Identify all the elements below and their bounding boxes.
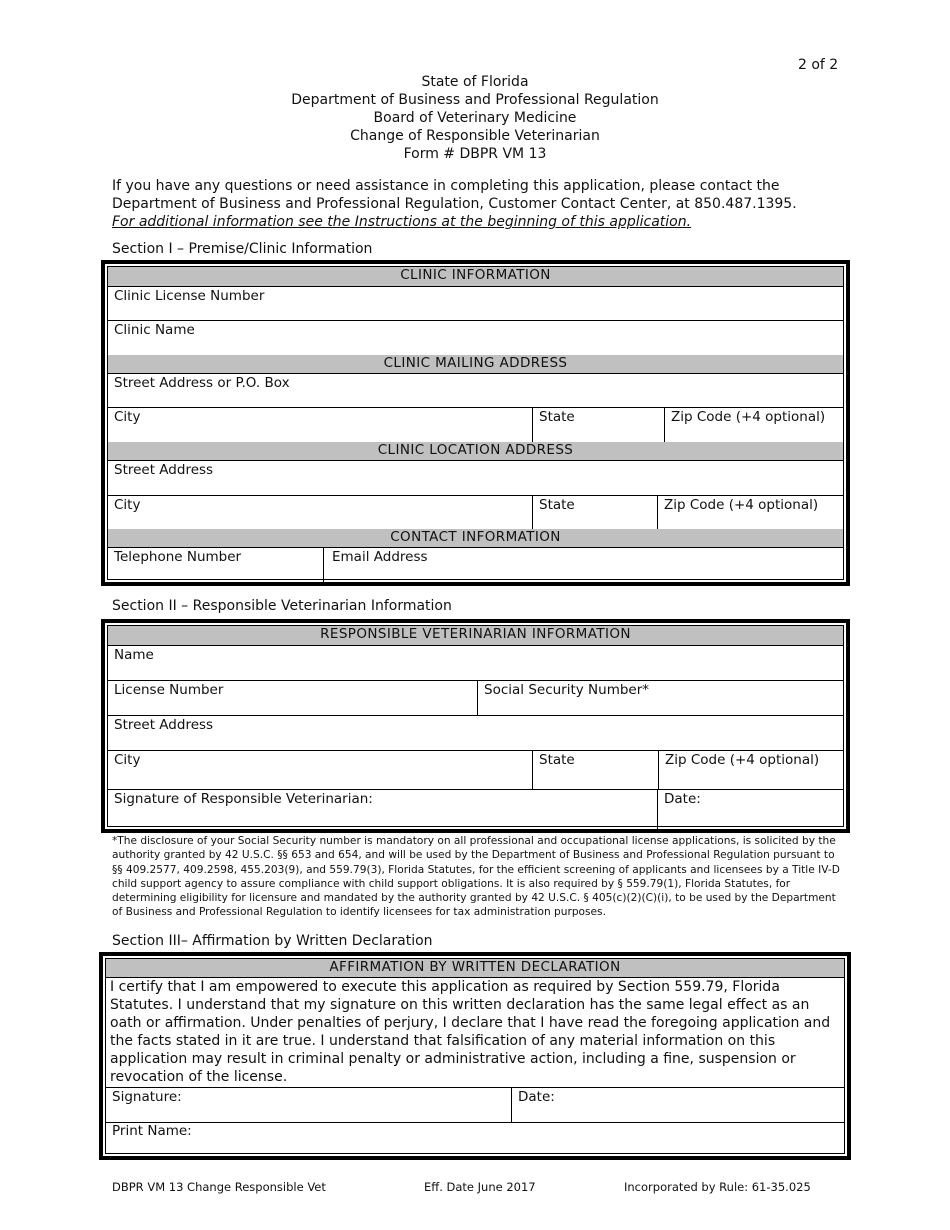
section-1-title: Section I – Premise/Clinic Information: [112, 241, 373, 257]
print-name-row[interactable]: [106, 1122, 844, 1156]
mailing-street-field[interactable]: Street Address or P.O. Box: [114, 375, 290, 391]
veterinarian-form-table: [107, 625, 844, 827]
vet-signature-row: [108, 790, 843, 829]
page-number: 2 of 2: [798, 57, 839, 73]
mailing-state-field[interactable]: State: [532, 408, 664, 442]
vet-city-row: [108, 751, 843, 790]
print-name-field[interactable]: Print Name:: [112, 1123, 192, 1139]
mailing-city-field[interactable]: City: [114, 409, 141, 425]
location-city-row: [108, 496, 843, 530]
affirmation-date-field[interactable]: Date:: [511, 1088, 844, 1122]
affirmation-signature-row: [106, 1087, 844, 1123]
header-state: State of Florida: [421, 74, 529, 90]
vet-ssn-field[interactable]: Social Security Number*: [477, 681, 843, 715]
intro-text: [112, 177, 832, 231]
location-street-field[interactable]: Street Address: [114, 462, 214, 478]
clinic-name-field[interactable]: Clinic Name: [114, 322, 195, 338]
mailing-zip-field[interactable]: Zip Code (+4 optional): [664, 408, 843, 442]
location-street-row[interactable]: [108, 461, 843, 496]
affirmation-header: AFFIRMATION BY WRITTEN DECLARATION: [106, 959, 844, 978]
mailing-city-row: [108, 408, 843, 443]
footer-rule: Incorporated by Rule: 61-35.025: [624, 1180, 811, 1194]
vet-license-row: [108, 681, 843, 716]
email-address-field[interactable]: Email Address: [323, 548, 843, 582]
footer-form-name: DBPR VM 13 Change Responsible Vet: [112, 1180, 326, 1194]
section-2-title: Section II – Responsible Veterinarian Information: [112, 598, 452, 614]
ssn-disclosure-note: *The disclosure of your Social Security number is mandatory on all professional and occupational license applications, is solicited by the authority granted by 42 U.S.C. §§ 653 and 654, and will be used by the Department of Business and Professional Regulation pursuant to §§ 409.2577, 409.2598, 455.203(9), and 559.79(3), Florida Statutes, for the efficient screening of applicants and licensees by a Title IV-D child support agency to assure compliance with child support obligations. It is also required by § 559.79(1), Florida Statutes, for determining eligibility for licensure and mandated by the authority granted by 42 U.S.C. § 405(c)(2)(C)(i), to be used by the Department of Business and Professional Regulation to identify licensees for tax administration purposes.: [112, 835, 840, 919]
contact-information-header: CONTACT INFORMATION: [108, 529, 843, 548]
vet-signature-date-field[interactable]: Date:: [657, 790, 843, 829]
contact-row: [108, 548, 843, 582]
form-header: [0, 73, 950, 163]
clinic-mailing-address-header: CLINIC MAILING ADDRESS: [108, 355, 843, 374]
section-1-box: [101, 260, 850, 586]
vet-street-address-field[interactable]: Street Address: [114, 717, 214, 733]
clinic-license-number-field[interactable]: Clinic License Number: [114, 288, 265, 304]
section-3-box: [99, 952, 851, 1160]
affirmation-signature-field[interactable]: Signature:: [112, 1089, 182, 1105]
clinic-form-table: [107, 266, 844, 580]
header-board: Board of Veterinary Medicine: [373, 110, 577, 126]
telephone-number-field[interactable]: Telephone Number: [114, 549, 242, 565]
vet-state-field[interactable]: State: [532, 751, 658, 789]
intro-line-1: If you have any questions or need assistance in completing this application, please contact the: [112, 178, 780, 194]
clinic-information-header: CLINIC INFORMATION: [108, 267, 843, 287]
header-form-title: Change of Responsible Veterinarian: [350, 128, 600, 144]
footer-effective-date: Eff. Date June 2017: [424, 1180, 536, 1194]
clinic-name-row[interactable]: [108, 321, 843, 356]
vet-license-number-field[interactable]: License Number: [114, 682, 224, 698]
vet-street-row[interactable]: [108, 716, 843, 751]
vet-name-field[interactable]: Name: [114, 647, 154, 663]
affirmation-form-table: [105, 958, 845, 1154]
vet-signature-field[interactable]: Signature of Responsible Veterinarian:: [114, 791, 373, 807]
responsible-veterinarian-header: RESPONSIBLE VETERINARIAN INFORMATION: [108, 626, 843, 646]
header-form-number: Form # DBPR VM 13: [403, 146, 547, 162]
intro-instructions-note: For additional information see the Instructions at the beginning of this application.: [112, 214, 692, 230]
section-2-box: [101, 619, 850, 833]
mailing-street-row[interactable]: [108, 374, 843, 408]
location-city-field[interactable]: City: [114, 497, 141, 513]
vet-city-field[interactable]: City: [114, 752, 141, 768]
vet-zip-field[interactable]: Zip Code (+4 optional): [658, 751, 843, 789]
clinic-license-row[interactable]: [108, 287, 843, 321]
location-state-field[interactable]: State: [532, 496, 657, 529]
affirmation-statement: I certify that I am empowered to execute this application as required by Section 559.79, Florida Statutes. I understand that my signature on this written declaration has the same legal effect as an oath or affirmation. Under penalties of perjury, I declare that I have read the foregoing application and the facts stated in it are true. I understand that falsification of any material information on this application may result in criminal penalty or administrative action, including a fine, suspension or revocation of the license.: [110, 979, 831, 1085]
header-department: Department of Business and Professional Regulation: [291, 92, 659, 108]
intro-line-2: Department of Business and Professional Regulation, Customer Contact Center, at 850.487.1395.: [112, 196, 797, 212]
vet-name-row[interactable]: [108, 646, 843, 681]
location-zip-field[interactable]: Zip Code (+4 optional): [657, 496, 843, 529]
section-3-title: Section III– Affirmation by Written Declaration: [112, 933, 433, 949]
clinic-location-address-header: CLINIC LOCATION ADDRESS: [108, 442, 843, 461]
